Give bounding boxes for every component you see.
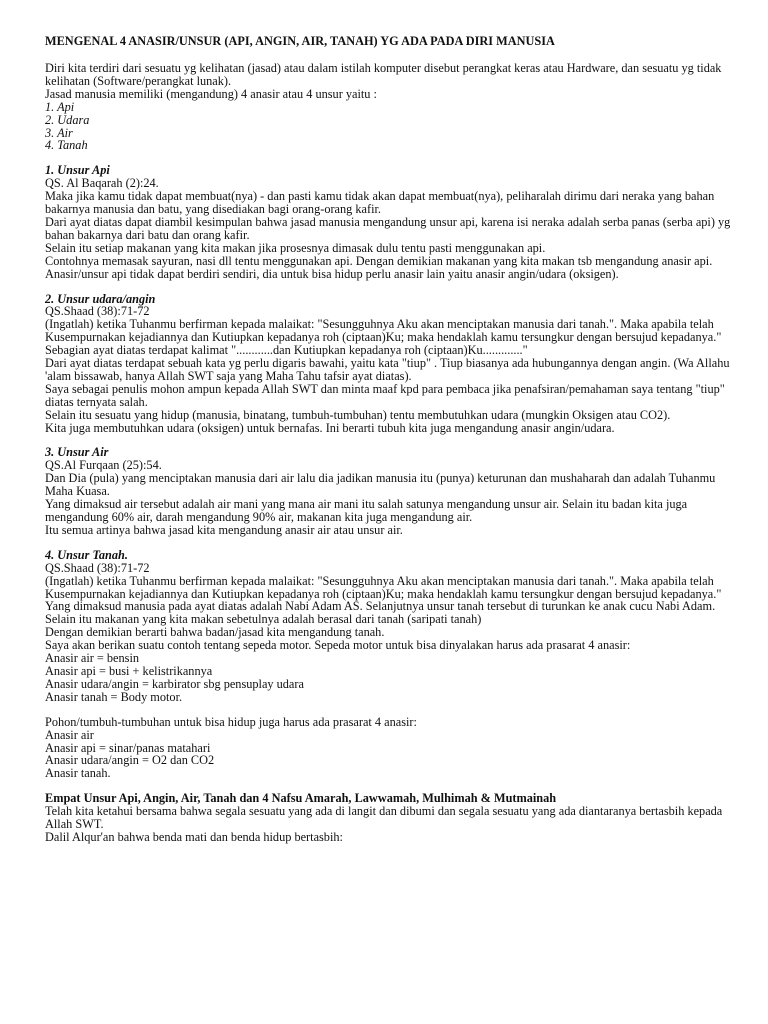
section-line: Dengan demikian berarti bahwa badan/jasad kita mengandung tanah.: [45, 625, 385, 640]
intro-paragraph: Diri kita terdiri dari sesuatu yg kelihatan (jasad) atau dalam istilah komputer disebut perangkat keras atau Hardware, dan sesuatu yg tidak kelihatan (Software/perangkat lunak).: [45, 61, 722, 88]
motor-analogy-line: Anasir udara/angin = karbirator sbg pensuplay udara: [45, 676, 304, 691]
section-line: Dalil Alqur'an bahwa benda mati dan benda hidup bertasbih:: [45, 829, 343, 844]
plant-analogy-line: Anasir air: [45, 727, 94, 742]
section-line: Maka jika kamu tidak dapat membuat(nya) - dan pasti kamu tidak akan dapat membuat(nya), peliharalah dirimu dari neraka yang bahan bakarnya manusia dan batu, yang disediakan bagi orang-orang kafir.: [45, 189, 715, 217]
plant-analogy-line: Anasir tanah.: [45, 766, 111, 781]
element-list-item: 4. Tanah: [45, 138, 88, 153]
plant-analogy-line: Anasir udara/angin = O2 dan CO2: [45, 753, 215, 768]
section-heading: 4. Unsur Tanah.: [45, 547, 128, 562]
section-heading: 3. Unsur Air: [45, 445, 109, 460]
section-line: Yang dimaksud air tersebut adalah air mani yang mana air mani itu salah satunya mengandung unsur air. Selain itu badan kita juga mengandung 60% air, darah mengandung 90% air, makanan kita juga mengandung air.: [45, 497, 688, 524]
section-line: Telah kita ketahui bersama bahwa segala sesuatu yang ada di langit dan dibumi dan segala sesuatu yang ada diantaranya bertasbih kepada Allah SWT.: [45, 804, 723, 832]
section-line: Selain itu setiap makanan yang kita makan jika prosesnya dimasak dulu tentu pasti menggunakan api.: [45, 240, 546, 255]
section-line: Dan Dia (pula) yang menciptakan manusia dari air lalu dia jadikan manusia itu (punya) keturunan dan mushaharah dan adalah Tuhanmu Maha Kuasa.: [45, 471, 716, 499]
section-line: Selain itu makanan yang kita makan sebetulnya adalah berasal dari tanah (saripati tanah): [45, 612, 482, 627]
section-line: (Ingatlah) ketika Tuhanmu berfirman kepada malaikat: "Sesungguhnya Aku akan menciptakan manusia dari tanah.". Maka apabila telah Kusempurnakan kejadiannya dan Kutiupkan kepadanya roh (ciptaan)Ku; maka hendaklah kamu tersungkur dengan bersujud kepadanya.": [45, 317, 722, 345]
intro-block: [45, 62, 735, 152]
plant-analogy-line: Pohon/tumbuh-tumbuhan untuk bisa hidup juga harus ada prasarat 4 anasir:: [45, 714, 417, 729]
section-line: Sebagian ayat diatas terdapat kalimat "............dan Kutiupkan kepadanya roh (ciptaan)Ku.............": [45, 343, 528, 358]
section-air: [45, 446, 735, 536]
section-udara: [45, 293, 735, 435]
section-heading: 1. Unsur Api: [45, 163, 110, 178]
element-list-item: 1. Api: [45, 99, 75, 114]
section-line: Saya sebagai penulis mohon ampun kepada Allah SWT dan minta maaf kpd para pembaca jika penafsiran/pemahaman saya tentang "tiup" diatas ternyata salah.: [45, 381, 725, 409]
intro-paragraph: Jasad manusia memiliki (mengandung) 4 anasir atau 4 unsur yaitu :: [45, 86, 377, 101]
section-heading: 2. Unsur udara/angin: [45, 291, 156, 306]
section-line: QS.Shaad (38):71-72: [45, 304, 150, 319]
motor-analogy-line: Anasir api = busi + kelistrikannya: [45, 663, 213, 678]
paragraph-spacer: [45, 704, 735, 716]
section-line: (Ingatlah) ketika Tuhanmu berfirman kepada malaikat: "Sesungguhnya Aku akan menciptakan manusia dari tanah.". Maka apabila telah Kusempurnakan kejadiannya dan Kutiupkan kepadanya roh (ciptaan)Ku; maka hendaklah kamu tersungkur dengan bersujud kepadanya.": [45, 573, 722, 601]
plant-analogy-line: Anasir api = sinar/panas matahari: [45, 740, 211, 755]
section-heading: Empat Unsur Api, Angin, Air, Tanah dan 4 Nafsu Amarah, Lawwamah, Mulhimah & Mutmainah: [45, 791, 557, 806]
document-title: MENGENAL 4 ANASIR/UNSUR (API, ANGIN, AIR, TANAH) YG ADA PADA DIRI MANUSIA: [45, 34, 555, 48]
section-line: Dari ayat diatas dapat diambil kesimpulan bahwa jasad manusia mengandung unsur api, karena isi neraka adalah serba panas (serba api) yg bahan bakarnya dari batu dan orang kafir.: [45, 214, 731, 242]
section-nafsu: [45, 792, 735, 844]
motor-analogy-line: Anasir air = bensin: [45, 651, 140, 666]
section-tanah: [45, 549, 735, 780]
section-line: Contohnya memasak sayuran, nasi dll tentu menggunakan api. Dengan demikian makanan yang kita makan tsb mengandung anasir api.: [45, 253, 713, 268]
motor-analogy-line: Anasir tanah = Body motor.: [45, 689, 183, 704]
section-api: [45, 164, 735, 280]
section-line: QS.Al Furqaan (25):54.: [45, 458, 162, 473]
section-line: QS. Al Baqarah (2):24.: [45, 176, 159, 191]
section-line: Itu semua artinya bahwa jasad kita mengandung anasir air atau unsur air.: [45, 522, 403, 537]
element-list-item: 3. Air: [45, 125, 73, 140]
section-line: Yang dimaksud manusia pada ayat diatas adalah Nabi Adam AS. Selanjutnya unsur tanah tersebut di turunkan ke anak cucu Nabi Adam.: [45, 599, 716, 614]
section-line: QS.Shaad (38):71-72: [45, 560, 150, 575]
section-line: Saya akan berikan suatu contoh tentang sepeda motor. Sepeda motor untuk bisa dinyalakan harus ada prasarat 4 anasir:: [45, 638, 631, 653]
section-line: Kita juga membutuhkan udara (oksigen) untuk bernafas. Ini berarti tubuh kita juga mengandung anasir angin/udara.: [45, 420, 615, 435]
section-line: Selain itu sesuatu yang hidup (manusia, binatang, tumbuh-tumbuhan) tentu membutuhkan udara (mungkin Oksigen atau CO2).: [45, 407, 671, 422]
section-line: Anasir/unsur api tidak dapat berdiri sendiri, dia untuk bisa hidup perlu anasir lain yaitu anasir angin/udara (oksigen).: [45, 266, 619, 281]
element-list-item: 2. Udara: [45, 112, 90, 127]
document-page: [45, 34, 735, 856]
section-line: Dari ayat diatas terdapat sebuah kata yg perlu digaris bawahi, yaitu kata "tiup" . Tiup biasanya ada hubungannya dengan angin. (Wa Allahu 'alam bissawab, hanya Allah SWT saja yang Maha Tahu tafsir ayat diatas).: [45, 356, 730, 383]
